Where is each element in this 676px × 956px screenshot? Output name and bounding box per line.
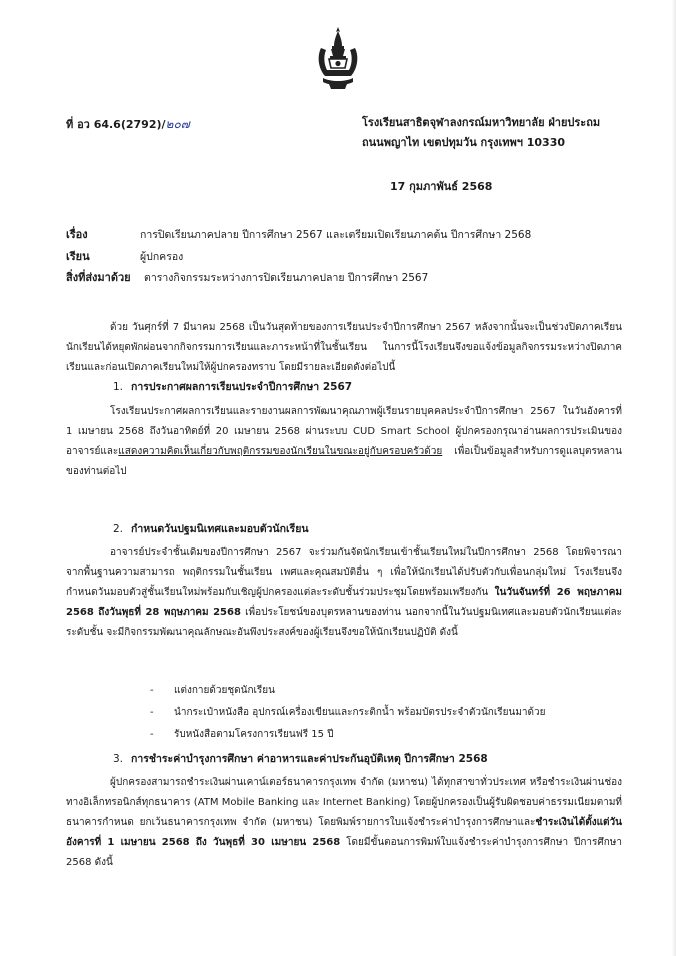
section-2-text-a: อาจารย์ประจำชั้นเดิมของปีการศึกษา 2567 จะร่วมกันจัดนักเรียนเข้าชั้นเรียนใหม่ในปีการศึกษา 2568 โดยพิจารณาจากพื้นฐานความสามารถ พฤติกรรมในชั้นเรียน เพศและคุณสมบัติอื่น ๆ เพื่อให้นักเรียนได้ปรับตัวกับเพื่อนกลุ่มใหม่ โรงเรียนจึงกำหนดวันมอบตัวสู่ชั้นเรียนใหม่พร้อมกับเชิญผู้ปกครองแต่ละระดับชั้นร่วมประชุมโดยพร้อมเพรียงกัน <box>66 547 622 598</box>
recipient-label: เรียน <box>66 250 90 263</box>
enclosure-line <box>66 271 428 286</box>
subject-line <box>66 228 531 243</box>
section-2-heading <box>113 522 309 536</box>
section-2-title: กำหนดวันปฐมนิเทศและมอบตัวนักเรียน <box>131 523 309 535</box>
section-3-bold-dates: ชำระเงินได้ตั้งแต่วันอังคารที่ 1 เมษายน 2568 ถึง วันพุธที่ 30 เมษายน 2568 <box>66 817 622 848</box>
section-2-body <box>66 543 622 643</box>
section-3-body <box>66 773 622 873</box>
section-1-underlined-text: แสดงความคิดเห็นเกี่ยวกับพฤติกรรมของนักเรียนในขณะอยู่กับครอบครัวด้วย <box>118 446 443 457</box>
section-2-bullet: - รับหนังสือตามโครงการเรียนฟรี 15 ปี <box>150 729 334 740</box>
subject-text: การปิดเรียนภาคปลาย ปีการศึกษา 2567 และเตรียมเปิดเรียนภาคต้น ปีการศึกษา 2568 <box>140 229 532 241</box>
subject-label: เรื่อง <box>66 228 88 241</box>
section-2-bullet-text: แต่งกายด้วยชุดนักเรียน <box>174 685 275 696</box>
section-2-number: 2. <box>113 523 124 535</box>
reference-number <box>66 116 190 133</box>
reference-number-printed: ที่ อว 64.6(2792)/ <box>66 118 166 131</box>
recipient-text: ผู้ปกครอง <box>140 251 184 263</box>
section-2-text-b: เพื่อประโยชน์ของบุตรหลานของท่าน นอกจากนี้ในวันปฐมนิเทศและมอบตัวนักเรียนแต่ละระดับชั้น จะมีกิจกรรมพัฒนาคุณลักษณะอันพึงประสงค์ของผู้เรียนจึงขอให้นักเรียนปฏิบัติ ดังนี้ <box>66 607 622 638</box>
section-3-title: การชำระค่าบำรุงการศึกษา ค่าอาหารและค่าประกันอุบัติเหตุ ปีการศึกษา 2568 <box>131 753 488 765</box>
school-name: โรงเรียนสาธิตจุฬาลงกรณ์มหาวิทยาลัย ฝ่ายประถม <box>362 116 601 129</box>
section-2-bullet: - นำกระเป๋าหนังสือ อุปกรณ์เครื่องเขียนและกระติกน้ำ พร้อมบัตรประจำตัวนักเรียนมาด้วย <box>150 707 546 718</box>
section-3-heading <box>113 752 488 766</box>
school-address: ถนนพญาไท เขตปทุมวัน กรุงเทพฯ 10330 <box>362 136 566 149</box>
letter-date: 17 กุมภาพันธ์ 2568 <box>390 180 493 193</box>
section-1-title: การประกาศผลการเรียนประจำปีการศึกษา 2567 <box>131 381 353 393</box>
section-2-bold-dates: ในวันจันทร์ที่ 26 พฤษภาคม 2568 ถึงวันพุธที่ 28 พฤษภาคม 2568 <box>66 587 622 618</box>
enclosure-label: สิ่งที่ส่งมาด้วย <box>66 271 131 284</box>
section-1-text-a: โรงเรียนประกาศผลการเรียนและรายงานผลการพัฒนาคุณภาพผู้เรียนรายบุคคลประจำปีการศึกษา 2567 ในวันอังคารที่ 1 เมษายน 2568 ถึงวันอาทิตย์ที่ 20 เมษายน 2568 ผ่านระบบ CUD Smart School ผู้ปกครองกรุณาอ่านผลการประเมินของอาจารย์และ <box>66 406 622 457</box>
section-3-number: 3. <box>113 753 124 765</box>
section-1-text-b: เพื่อเป็นข้อมูลสำหรับการดูแลบุตรหลานของท่านต่อไป <box>66 446 622 477</box>
section-2-bullet-text: รับหนังสือตามโครงการเรียนฟรี 15 ปี <box>174 729 334 740</box>
section-1-heading <box>113 380 352 394</box>
intro-paragraph: ด้วย วันศุกร์ที่ 7 มีนาคม 2568 เป็นวันสุดท้ายของการเรียนประจำปีการศึกษา 2567 หลังจากนั้นจะเป็นช่วงปิดภาคเรียน นักเรียนได้หยุดพักผ่อนจากกิจกรรมการเรียนและภาระหน้าที่ในชั้นเรียน ในการนี้โรงเรียนจึงขอแจ้งข้อมูลกิจกรรมระหว่างปิดภาคเรียนและก่อนเปิดภาคเรียนใหม่ให้ผู้ปกครองทราบ โดยมีรายละเอียดดังต่อไปนี้ <box>66 322 622 373</box>
section-2-bullet-text: นำกระเป๋าหนังสือ อุปกรณ์เครื่องเขียนและกระติกน้ำ พร้อมบัตรประจำตัวนักเรียนมาด้วย <box>174 707 546 718</box>
recipient-line <box>66 250 183 265</box>
enclosure-text: ตารางกิจกรรมระหว่างการปิดเรียนภาคปลาย ปีการศึกษา 2567 <box>144 272 429 284</box>
section-3-text-b: โดยมีขั้นตอนการพิมพ์ใบแจ้งชำระค่าบำรุงการศึกษา ปีการศึกษา 2568 ดังนี้ <box>66 837 623 868</box>
section-1-number: 1. <box>113 381 124 393</box>
section-1-body <box>66 402 622 482</box>
section-3-text-a: ผู้ปกครองสามารถชำระเงินผ่านเคาน์เตอร์ธนาคารกรุงเทพ จำกัด (มหาชน) ได้ทุกสาขาทั่วประเทศ หรือชำระเงินผ่านช่องทางอิเล็กทรอนิกส์ทุกธนาคาร (ATM Mobile Banking และ Internet Banking) โดยผู้ปกครองเป็นผู้รับผิดชอบค่าธรรมเนียมตามที่ธนาคารกำหนด ยกเว้นธนาคารกรุงเทพ จำกัด (มหาชน) โดยพิมพ์รายการใบแจ้งชำระค่าบำรุงการศึกษาและ <box>66 777 622 828</box>
scan-edge-shadow <box>672 0 676 956</box>
reference-number-handwritten: ๒๐๗ <box>165 117 190 131</box>
section-2-bullet: - แต่งกายด้วยชุดนักเรียน <box>150 685 275 696</box>
school-crest-icon <box>315 26 361 90</box>
